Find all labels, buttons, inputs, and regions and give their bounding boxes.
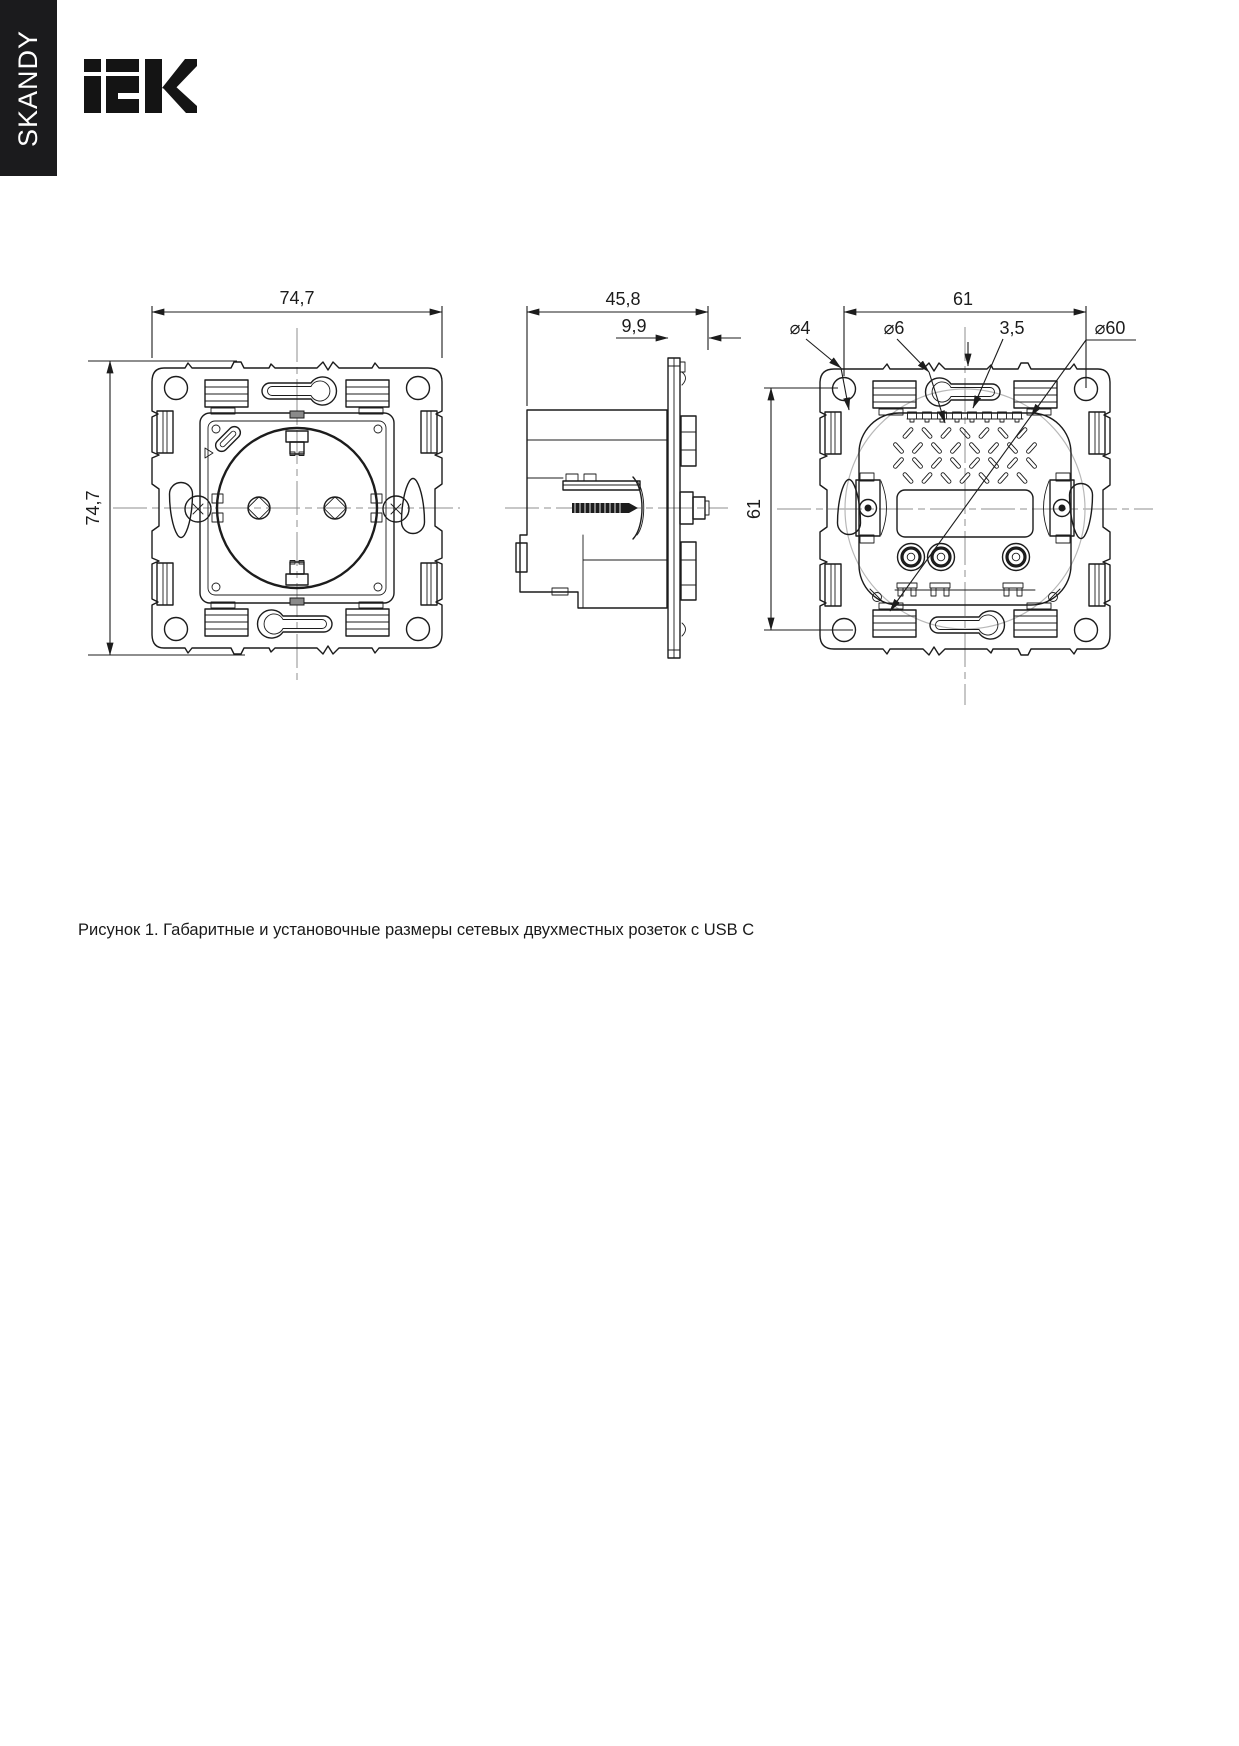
figure-caption: Рисунок 1. Габаритные и установочные размеры сетевых двухместных розеток с USB C	[78, 921, 755, 939]
orientation-mark	[205, 448, 213, 458]
dim-claw-hole: ⌀4	[789, 318, 811, 338]
dim-side-depth: 45,8	[605, 289, 641, 309]
dim-front-height: 74,7	[83, 490, 103, 526]
dim-side-front-depth: 9,9	[621, 316, 647, 336]
back-dimensions	[744, 289, 1136, 630]
terminal	[1003, 544, 1030, 571]
usb-c-icon	[213, 424, 243, 454]
series-name: SKANDY	[13, 29, 44, 147]
side-body	[516, 410, 667, 608]
back-view	[744, 289, 1153, 705]
terminal	[928, 544, 955, 571]
front-view	[83, 288, 460, 680]
front-dimensions	[83, 288, 442, 655]
side-view	[505, 289, 741, 658]
dim-back-height: 61	[744, 498, 764, 520]
dim-back-width: 61	[952, 289, 974, 309]
dim-keyhole: ⌀6	[883, 318, 905, 338]
side-dimensions	[527, 289, 741, 406]
dim-front-width: 74,7	[279, 288, 315, 308]
dim-slot: 3,5	[999, 318, 1025, 338]
dim-mounting-box: ⌀60	[1094, 318, 1126, 338]
terminal	[898, 544, 925, 571]
